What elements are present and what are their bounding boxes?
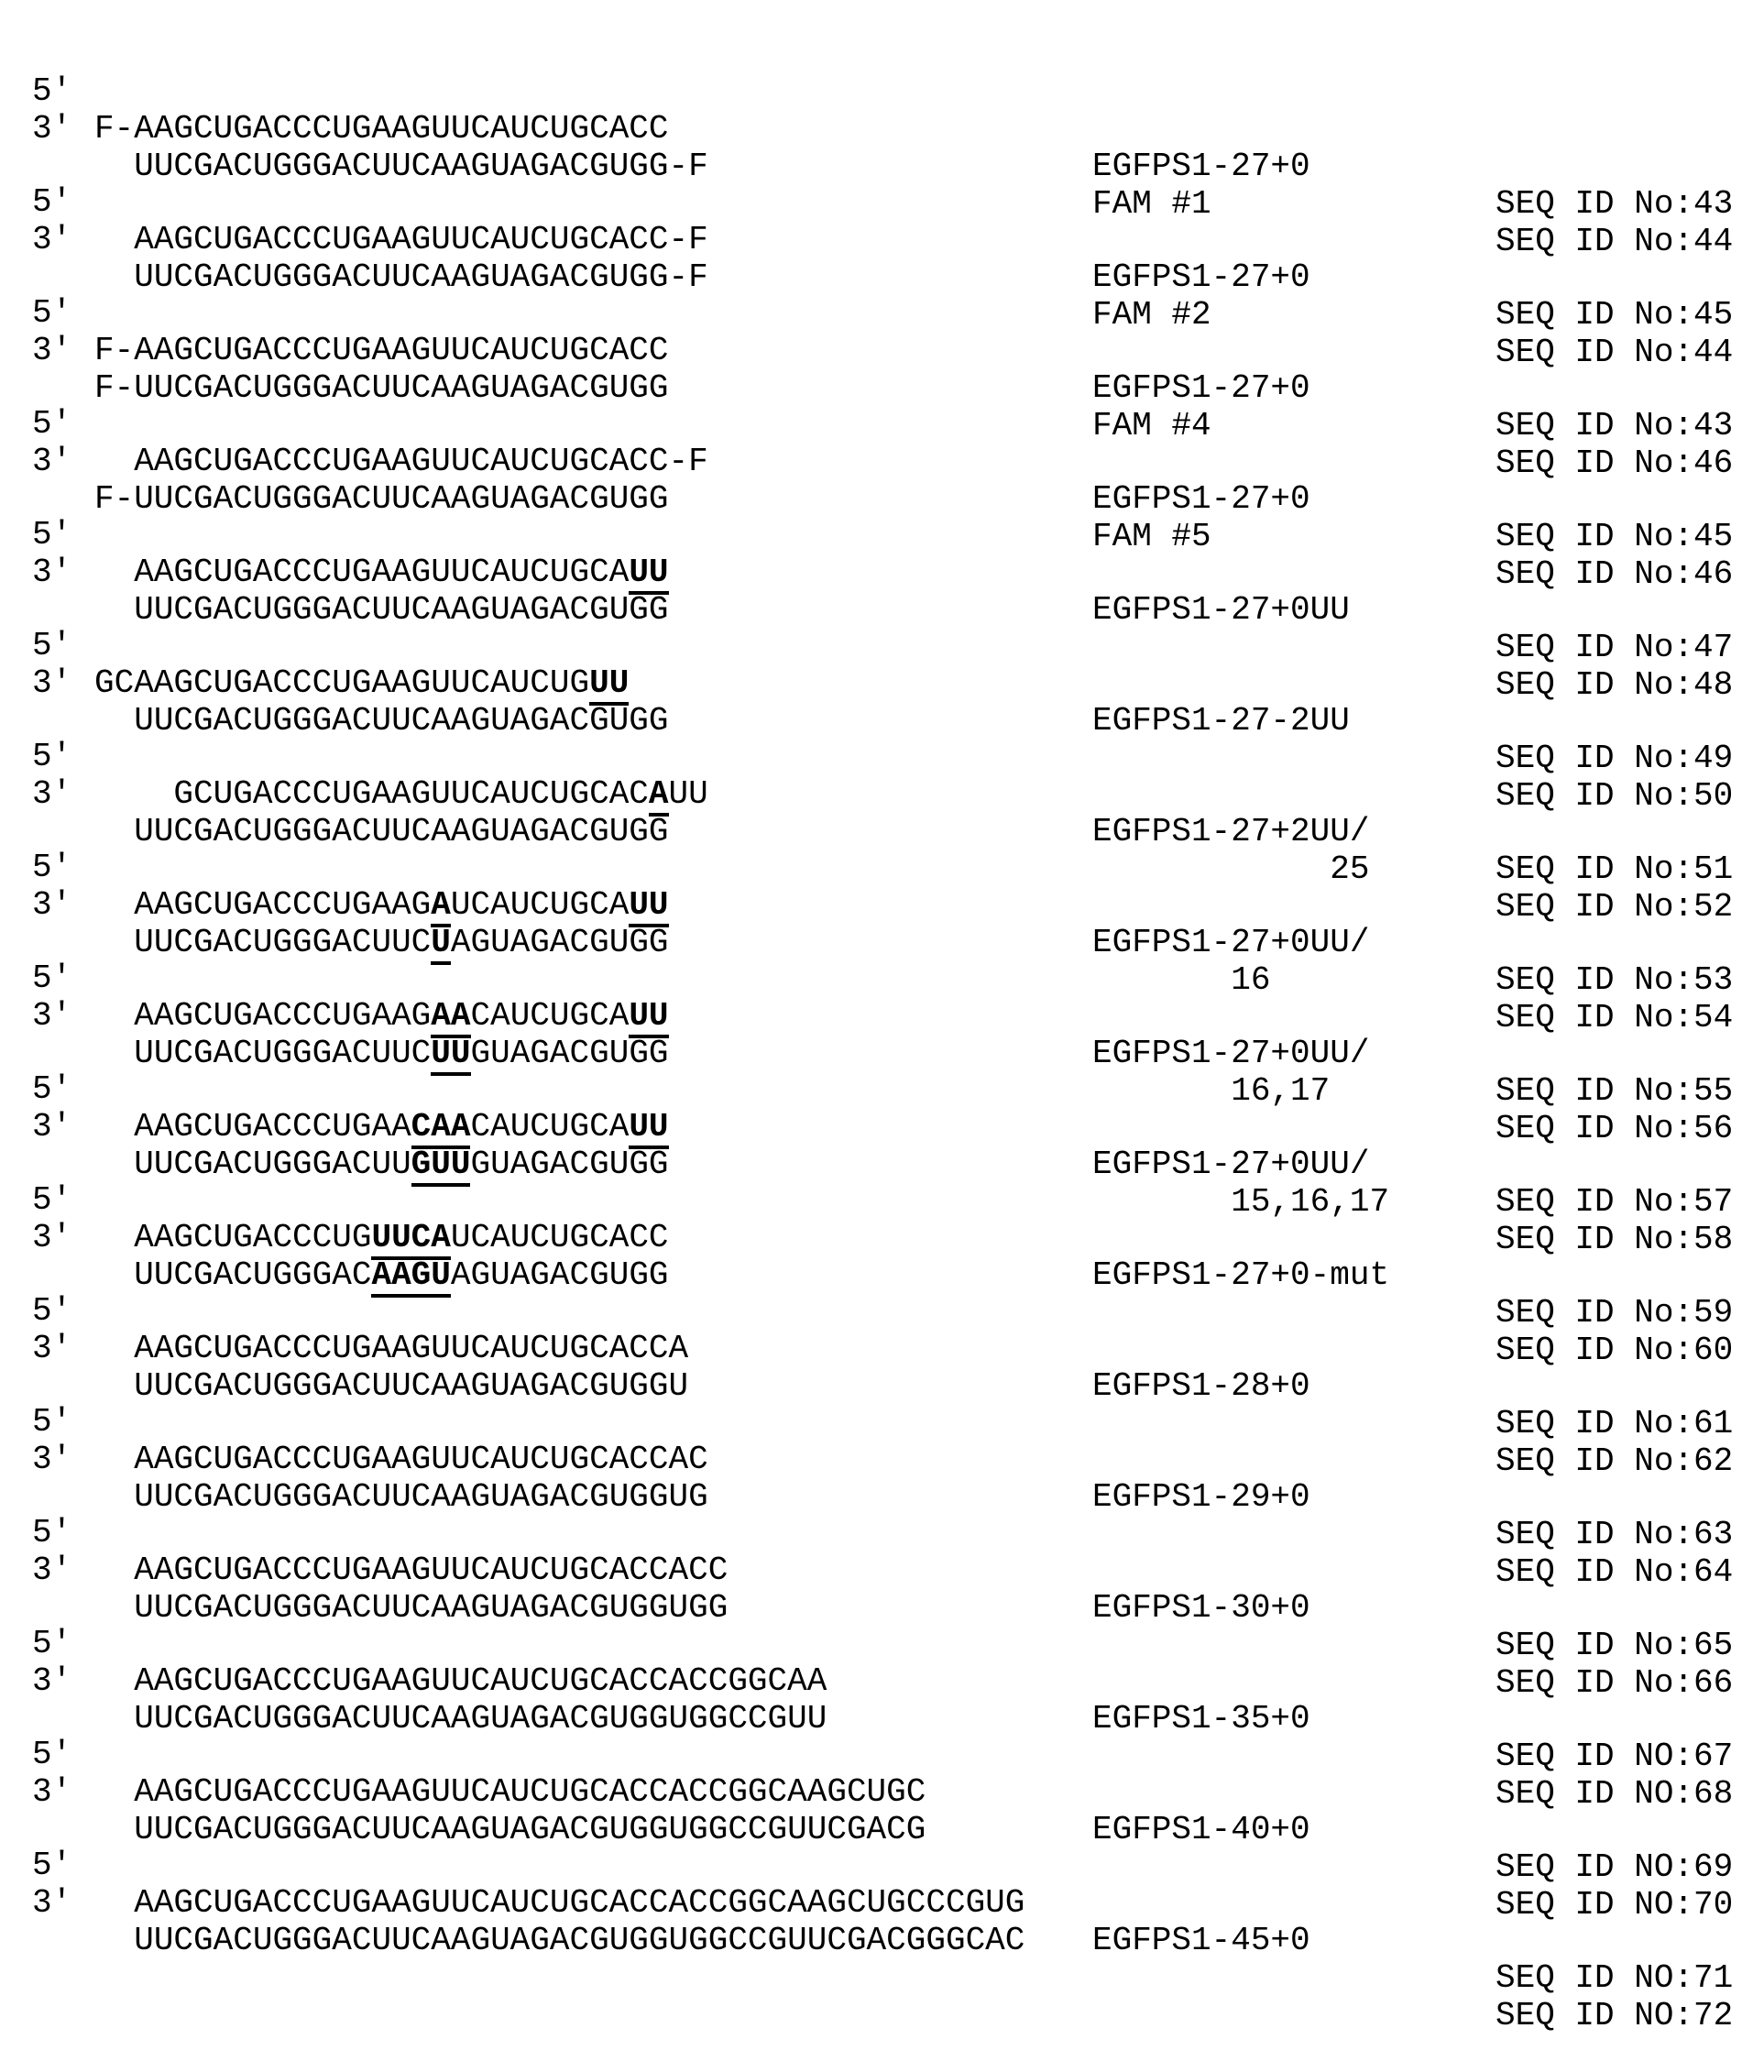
sequence-segment: UUCGACUGGGACUUCAAGUAGACGUGG [134, 591, 669, 629]
duplex-name: EGFPS1-27+0 [1092, 480, 1310, 518]
strand5-sequence [94, 997, 669, 1035]
duplex-name-line2: 15,16,17 [1092, 1183, 1390, 1221]
strand3-label: 3' [32, 1330, 72, 1367]
sequence-segment: UUCGACUGGGAC [134, 1256, 372, 1294]
strand5-sequence [94, 1108, 669, 1146]
seq-id-top: SEQ ID No:53 [1496, 961, 1734, 999]
seq-id-top: SEQ ID NO:67 [1496, 1738, 1734, 1775]
sequence-segment: AGUAGACGUGG [450, 924, 669, 961]
sequence-segment: AAGCUGACCCUGAAGUUCAUCUGCACCAC [134, 1441, 708, 1478]
strand3-label: 3' [32, 1441, 72, 1478]
strand5-label: 5' [32, 183, 72, 221]
seq-id-top: SEQ ID No:49 [1496, 740, 1734, 777]
seq-id-bottom: SEQ ID No:62 [1496, 1442, 1734, 1480]
mutation-highlight: GUU [411, 1146, 471, 1187]
sequence-segment: AAGCUGACCCUGAAGUUCAUCUGCACCACCGGCAA [134, 1662, 827, 1700]
strand5-sequence [94, 110, 669, 148]
seq-id-bottom: SEQ ID No:48 [1496, 666, 1734, 704]
sequence-segment: UUCGACUGGGACUUC [134, 924, 432, 961]
sequence-segment: AAGCUGACCCUGAAGUUCAUCUGCACCACC [134, 1551, 729, 1589]
sequence-segment: AAGCUGACCCUG [134, 1219, 372, 1256]
mutation-highlight: A [649, 775, 669, 817]
mutation-highlight: AA [431, 997, 470, 1038]
sequence-segment: GCUGACCCUGAAGUUCAUCUGCAC [173, 775, 649, 813]
strand5-label: 5' [32, 738, 72, 775]
strand3-label: 3' [32, 443, 72, 480]
sequence-segment: UUCGACUGGGACUUCAAGUAGACGUGG-F [134, 258, 708, 296]
sequence-segment: F-UUCGACUGGGACUUCAAGUAGACGUGG [94, 369, 669, 407]
mutation-highlight: AAGU [371, 1256, 450, 1298]
sequence-segment: UU [668, 775, 708, 813]
strand3-sequence [94, 1922, 1024, 1959]
duplex-name-line2: FAM #2 [1092, 296, 1211, 334]
seq-id-bottom: SEQ ID NO:68 [1496, 1775, 1734, 1813]
strand5-label: 5' [32, 72, 72, 110]
duplex-name: EGFPS1-45+0 [1092, 1922, 1310, 1959]
seq-id-top: SEQ ID No:43 [1496, 185, 1734, 223]
seq-id-bottom: SEQ ID No:58 [1496, 1221, 1734, 1258]
sequence-segment: AAGCUGACCCUGAAG [134, 886, 432, 924]
sequence-segment: AAGCUGACCCUGAAGUUCAUCUGCACC-F [134, 221, 708, 258]
strand5-sequence [94, 443, 708, 480]
sequence-segment: F-UUCGACUGGGACUUCAAGUAGACGUGG [94, 480, 669, 518]
sequence-segment: UUCGACUGGGACUUCAAGUAGACGUGGUGGCCGUUCGACGGGCAC [134, 1922, 1025, 1959]
sequence-segment: AAGCUGACCCUGAAGUUCAUCUGCACC-F [134, 443, 708, 480]
sequence-segment: GUAGACGUGG [470, 1035, 669, 1072]
seq-id-top: SEQ ID No:65 [1496, 1627, 1734, 1664]
strand5-sequence [94, 775, 708, 813]
strand5-sequence [94, 1773, 926, 1811]
duplex-name: EGFPS1-35+0 [1092, 1700, 1310, 1738]
mutation-highlight: CAA [411, 1108, 471, 1149]
seq-id-top: SEQ ID No:51 [1496, 850, 1734, 888]
sequence-segment: CAUCUGCA [470, 1108, 630, 1146]
strand3-label: 3' [32, 997, 72, 1035]
strand3-label: 3' [32, 1219, 72, 1256]
duplex-name-line2: FAM #4 [1092, 407, 1211, 444]
mutation-highlight: UU [629, 997, 668, 1038]
strand5-label: 5' [32, 1292, 72, 1330]
seq-id-bottom: SEQ ID No:60 [1496, 1332, 1734, 1369]
strand5-label: 5' [32, 1514, 72, 1551]
sequence-segment: UUCGACUGGGACUUCAAGUAGACGUGGUG [134, 1478, 708, 1516]
sequence-segment: AAGCUGACCCUGAAGUUCAUCUGCACCA [134, 1330, 689, 1367]
sequence-segment: F-AAGCUGACCCUGAAGUUCAUCUGCACC [94, 110, 669, 148]
duplex-name: EGFPS1-27+0-mut [1092, 1256, 1390, 1294]
seq-id-bottom: SEQ ID No:52 [1496, 888, 1734, 926]
strand5-sequence [94, 664, 629, 702]
strand5-label: 5' [32, 1625, 72, 1662]
mutation-highlight: UU [589, 664, 629, 706]
duplex-name: EGFPS1-27-2UU [1092, 702, 1350, 740]
strand5-sequence [94, 221, 708, 258]
duplex-name: EGFPS1-27+0 [1092, 258, 1310, 296]
seq-id-top: SEQ ID No:61 [1496, 1405, 1734, 1442]
strand3-label: 3' [32, 1108, 72, 1146]
sequence-segment: CAUCUGCA [470, 997, 630, 1035]
seq-id-bottom: SEQ ID No:64 [1496, 1553, 1734, 1591]
seq-id-bottom: SEQ ID No:46 [1496, 444, 1734, 482]
duplex-name: EGFPS1-27+2UU/ [1092, 813, 1370, 850]
strand3-label: 3' [32, 1551, 72, 1589]
strand3-label: 3' [32, 775, 72, 813]
duplex-name: EGFPS1-27+0 [1092, 369, 1310, 407]
mutation-highlight: U [431, 924, 451, 965]
duplex-name: EGFPS1-40+0 [1092, 1811, 1310, 1848]
strand3-label: 3' [32, 110, 72, 148]
strand5-label: 5' [32, 1736, 72, 1773]
duplex-name: EGFPS1-30+0 [1092, 1589, 1310, 1627]
seq-id-top: SEQ ID No:63 [1496, 1516, 1734, 1553]
strand5-label: 5' [32, 959, 72, 997]
strand5-label: 5' [32, 1181, 72, 1219]
duplex-name: EGFPS1-27+0UU/ [1092, 924, 1370, 961]
sequence-segment: UUCGACUGGGACUUC [134, 1035, 432, 1072]
sequence-segment: F-AAGCUGACCCUGAAGUUCAUCUGCACC [94, 332, 669, 369]
duplex-name-line2: 16 [1092, 961, 1271, 999]
sequence-segment: GUAGACGUGG [470, 1146, 669, 1183]
strand5-sequence [94, 1662, 827, 1700]
seq-id-top: SEQ ID No:55 [1496, 1072, 1734, 1110]
duplex-name-line2: 16,17 [1092, 1072, 1331, 1110]
strand3-label: 3' [32, 1773, 72, 1811]
duplex-name-line2: 25 [1092, 850, 1370, 888]
mutation-highlight: UU [629, 886, 668, 927]
sequence-segment: GCAAGCUGACCCUGAAGUUCAUCUG [94, 664, 590, 702]
duplex-name: EGFPS1-27+0UU/ [1092, 1146, 1370, 1183]
seq-id-bottom: SEQ ID No:56 [1496, 1110, 1734, 1147]
strand5-sequence [94, 1884, 1024, 1922]
sequence-segment: UUCGACUGGGACUUCAAGUAGACGUGG-F [134, 148, 708, 185]
seq-id-top: SEQ ID No:45 [1496, 518, 1734, 555]
seq-id-top: SEQ ID No:59 [1496, 1294, 1734, 1332]
strand5-label: 5' [32, 849, 72, 886]
sequence-segment: UUCGACUGGGACUUCAAGUAGACGUGGUGG [134, 1589, 729, 1627]
sequence-segment: UUCGACUGGGACUUCAAGUAGACGUGG [134, 813, 669, 850]
seq-id-bottom: SEQ ID NO:72 [1496, 1997, 1734, 2034]
sequence-segment: AAGCUGACCCUGAAG [134, 997, 432, 1035]
strand5-sequence [94, 886, 669, 924]
seq-id-top: SEQ ID No:57 [1496, 1183, 1734, 1221]
duplex-name-line2: FAM #1 [1092, 185, 1211, 223]
strand5-label: 5' [32, 1847, 72, 1884]
strand5-label: 5' [32, 1403, 72, 1441]
seq-id-top: SEQ ID No:43 [1496, 407, 1734, 444]
strand5-sequence [94, 554, 669, 591]
seq-id-bottom: SEQ ID NO:70 [1496, 1886, 1734, 1924]
duplex-name: EGFPS1-27+0UU [1092, 591, 1350, 629]
seq-id-top: SEQ ID NO:69 [1496, 1848, 1734, 1886]
duplex-name: EGFPS1-27+0 [1092, 148, 1310, 185]
strand3-label: 3' [32, 221, 72, 258]
seq-id-bottom: SEQ ID No:66 [1496, 1664, 1734, 1702]
seq-id-bottom: SEQ ID No:54 [1496, 999, 1734, 1036]
sequence-segment: UCAUCUGCACC [450, 1219, 669, 1256]
seq-id-top: SEQ ID No:47 [1496, 629, 1734, 666]
seq-id-top: SEQ ID No:45 [1496, 296, 1734, 334]
sequence-segment: UCAUCUGCA [450, 886, 630, 924]
strand5-sequence [94, 1551, 728, 1589]
sequence-segment: AGUAGACGUGG [450, 1256, 669, 1294]
sequence-segment: UUCGACUGGGACUUCAAGUAGACGUGGUGGCCGUUCGACG [134, 1811, 926, 1848]
seq-id-bottom: SEQ ID No:50 [1496, 777, 1734, 815]
sequence-segment: AAGCUGACCCUGAAGUUCAUCUGCACCACCGGCAAGCUGCCCGUG [134, 1884, 1025, 1922]
duplex-name: EGFPS1-27+0UU/ [1092, 1035, 1370, 1072]
strand5-sequence [94, 1441, 708, 1478]
strand5-label: 5' [32, 516, 72, 554]
strand5-label: 5' [32, 405, 72, 443]
strand3-label: 3' [32, 332, 72, 369]
sequence-segment: AAGCUGACCCUGAAGUUCAUCUGCACCACCGGCAAGCUGC [134, 1773, 926, 1811]
duplex-row [0, 367, 1764, 593]
mutation-highlight: UU [629, 1108, 668, 1149]
seq-id-bottom: SEQ ID No:44 [1496, 223, 1734, 260]
strand3-label: 3' [32, 1662, 72, 1700]
strand3-label: 3' [32, 1884, 72, 1922]
mutation-highlight: UUCA [371, 1219, 450, 1260]
seq-id-bottom: SEQ ID No:44 [1496, 334, 1734, 371]
seq-id-top: SEQ ID NO:71 [1496, 1959, 1734, 1997]
strand3-label: 3' [32, 886, 72, 924]
strand5-sequence [94, 1330, 688, 1367]
mutation-highlight: UU [629, 554, 668, 595]
strand3-label: 3' [32, 664, 72, 702]
seq-id-bottom: SEQ ID No:46 [1496, 555, 1734, 593]
sequence-segment: UUCGACUGGGACUU [134, 1146, 411, 1183]
mutation-highlight: A [431, 886, 451, 927]
strand5-sequence [94, 1219, 669, 1256]
sequence-segment: AAGCUGACCCUGAAGUUCAUCUGCA [134, 554, 630, 591]
duplex-name-line2: FAM #5 [1092, 518, 1211, 555]
sequence-segment: AAGCUGACCCUGAA [134, 1108, 411, 1146]
duplex-name: EGFPS1-29+0 [1092, 1478, 1310, 1516]
strand3-label: 3' [32, 554, 72, 591]
strand5-sequence [94, 332, 669, 369]
duplex-name: EGFPS1-28+0 [1092, 1367, 1310, 1405]
sequence-segment: UUCGACUGGGACUUCAAGUAGACGUGGU [134, 1367, 689, 1405]
strand5-label: 5' [32, 627, 72, 664]
strand5-label: 5' [32, 1070, 72, 1108]
strand5-label: 5' [32, 294, 72, 332]
sequence-segment: UUCGACUGGGACUUCAAGUAGACGUGGUGGCCGUU [134, 1700, 827, 1738]
sequence-segment: UUCGACUGGGACUUCAAGUAGACGUGG [134, 702, 669, 740]
mutation-highlight: UU [431, 1035, 470, 1076]
